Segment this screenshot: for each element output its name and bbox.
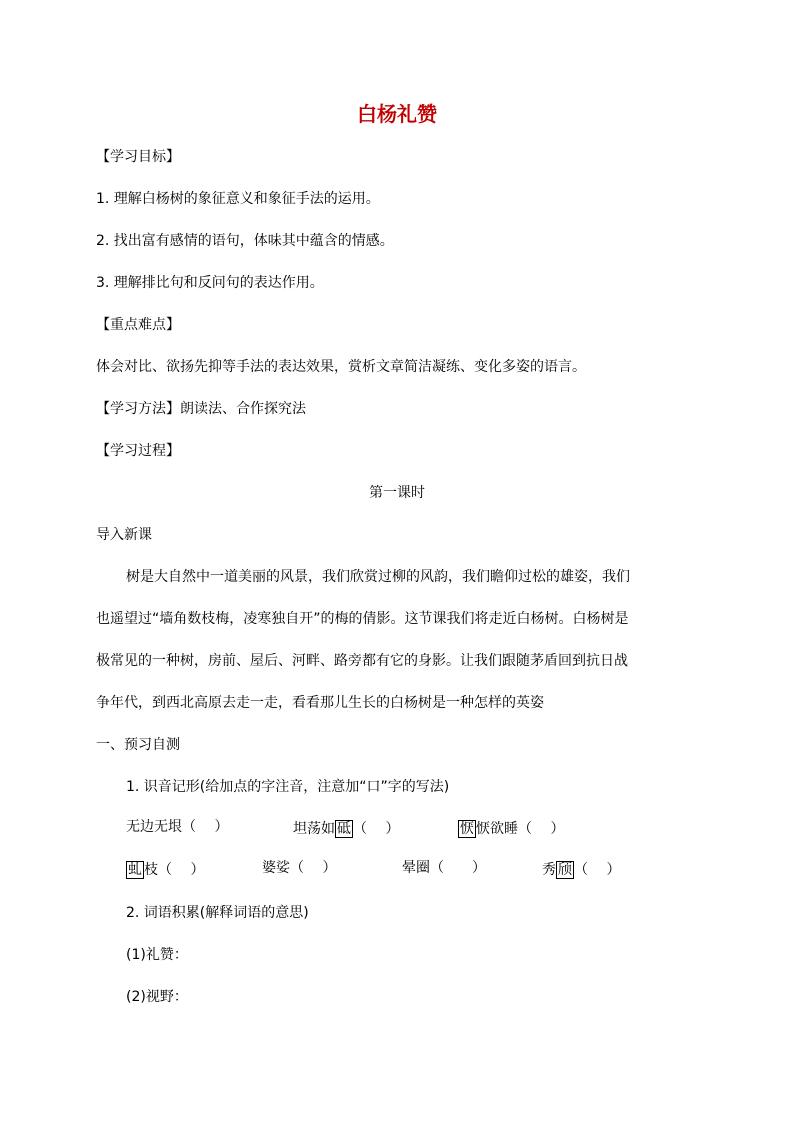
process-heading: 【学习过程】 — [96, 443, 180, 459]
intro-line-1: 树是大自然中一道美丽的风景，我们欣赏过柳的风韵，我们瞻仰过松的雄姿，我们 — [126, 569, 630, 585]
word-item: 无边无垠（ ） — [126, 819, 229, 835]
goal-item-1: 1. 理解白杨树的象征意义和象征手法的运用。 — [96, 191, 380, 207]
intro-line-4: 争年代，到西北高原去走一走，看看那儿生长的白杨树是一种怎样的英姿 — [96, 695, 544, 711]
boxed-char: 颀 — [558, 862, 572, 878]
word-item: 晕圈（ ） — [402, 860, 486, 876]
method-line: 【学习方法】朗读法、合作探究法 — [96, 401, 306, 417]
word-item: 恹 恹欲睡（ ） — [460, 821, 565, 837]
page-title: 白杨礼赞 — [357, 102, 437, 126]
key-points-heading: 【重点难点】 — [96, 317, 180, 333]
word-item: 坦荡如 砥 （ ） — [293, 821, 400, 837]
question-2: 2. 词语积累(解释词语的意思) — [126, 905, 309, 921]
lesson-title: 第一课时 — [369, 485, 425, 501]
intro-line-3: 极常见的一种树，房前、屋后、河畔、路旁都有它的身影。让我们跟随茅盾回到抗日战 — [96, 653, 628, 669]
key-points-text: 体会对比、欲扬先抑等手法的表达效果，赏析文章简洁凝练、变化多姿的语言。 — [96, 359, 586, 375]
goal-item-3: 3. 理解排比句和反问句的表达作用。 — [96, 275, 324, 291]
intro-line-2: 也遥望过“墙角数枝梅，凌寒独自开”的梅的倩影。这节课我们将走近白杨树。白杨树是 — [96, 611, 629, 627]
question-1: 1. 识音记形(给加点的字注音，注意加“口”字的写法) — [126, 779, 450, 795]
intro-heading: 导入新课 — [96, 527, 152, 543]
question-2-item-1: (1)礼赞： — [126, 947, 188, 963]
boxed-char: 恹 — [460, 821, 474, 837]
preview-heading: 一、预习自测 — [96, 737, 180, 753]
question-2-item-2: (2)视野： — [126, 989, 188, 1005]
word-item: 婆娑（ ） — [262, 860, 337, 876]
goals-heading: 【学习目标】 — [96, 149, 180, 165]
word-item: 虬 枝（ ） — [128, 862, 205, 878]
word-item: 秀 颀 （ ） — [542, 862, 621, 878]
boxed-char: 砥 — [337, 821, 351, 837]
goal-item-2: 2. 找出富有感情的语句，体味其中蕴含的情感。 — [96, 233, 394, 249]
boxed-char: 虬 — [128, 862, 142, 878]
